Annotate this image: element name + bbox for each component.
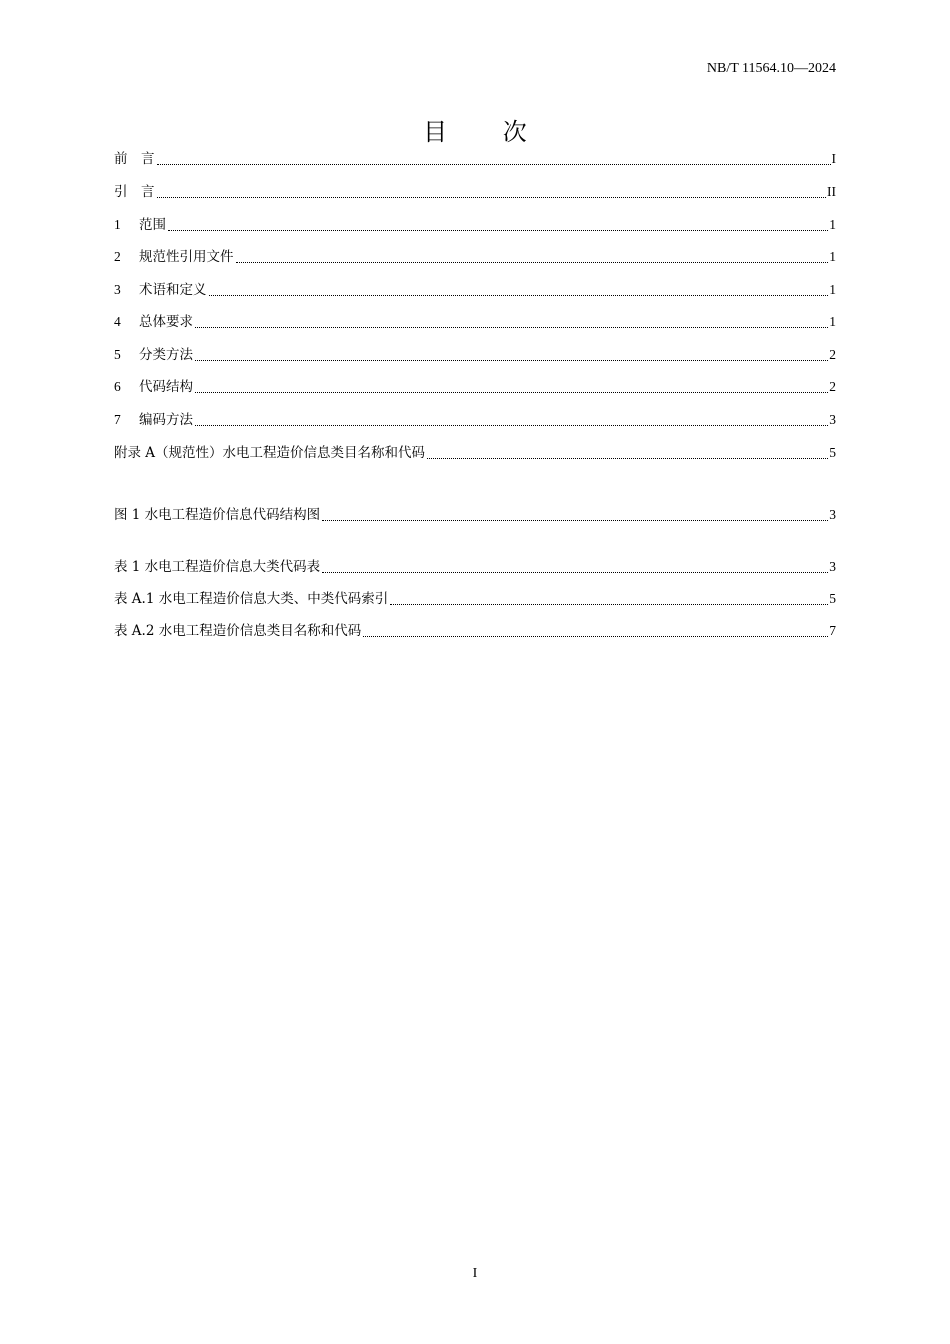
toc-entry-number: 3 <box>114 282 121 297</box>
toc-entry-section-6[interactable] <box>114 377 836 397</box>
toc-entry-label: 编码方法 <box>139 412 193 428</box>
toc-entry-section-3[interactable] <box>114 280 836 300</box>
toc-entry-page: 1 <box>829 282 836 297</box>
dot-leader <box>157 197 827 198</box>
toc-entry-section-1[interactable] <box>114 215 836 235</box>
toc-entry-introduction[interactable] <box>114 182 836 202</box>
toc-entry-table-1[interactable] <box>114 557 836 577</box>
toc-entry-page: I <box>831 151 836 166</box>
dot-leader <box>168 230 828 231</box>
toc-entry-foreword[interactable] <box>114 149 836 169</box>
toc-entry-page: II <box>827 184 836 199</box>
toc-title: 目 次 <box>423 118 551 146</box>
toc-entry-page: 2 <box>829 347 836 362</box>
toc-entry-number: 2 <box>114 249 121 264</box>
toc-entry-label: 表 A.1 水电工程造价信息大类、中类代码索引 <box>114 591 389 607</box>
toc-entry-section-7[interactable] <box>114 410 836 430</box>
toc-entry-label: 表 1 水电工程造价信息大类代码表 <box>114 559 321 575</box>
toc-entry-label: 代码结构 <box>139 379 193 395</box>
dot-leader <box>236 262 829 263</box>
dot-leader <box>195 425 828 426</box>
toc-entry-label: 规范性引用文件 <box>139 249 234 265</box>
toc-entry-label: 分类方法 <box>139 347 193 363</box>
toc-entry-label: 引 言 <box>114 184 155 200</box>
toc-entry-number: 5 <box>114 347 121 362</box>
toc-entry-page: 5 <box>829 445 836 460</box>
toc-entry-appendix-a[interactable] <box>114 443 836 463</box>
dot-leader <box>209 295 829 296</box>
toc-entry-label: 图 1 水电工程造价信息代码结构图 <box>114 507 321 523</box>
toc-entry-label: 前 言 <box>114 151 155 167</box>
toc-entry-label: 附录 A（规范性）水电工程造价信息类目名称和代码 <box>114 445 426 461</box>
toc-entry-label: 表 A.2 水电工程造价信息类目名称和代码 <box>114 623 362 639</box>
dot-leader <box>195 360 828 361</box>
dot-leader <box>157 164 831 165</box>
toc-entry-table-a1[interactable] <box>114 589 836 609</box>
toc-entry-number: 1 <box>114 217 121 232</box>
toc-entry-number: 4 <box>114 314 121 329</box>
toc-entry-page: 5 <box>829 591 836 606</box>
dot-leader <box>322 520 828 521</box>
document-code: NB/T 11564.10—2024 <box>706 61 836 76</box>
dot-leader <box>195 327 828 328</box>
toc-entry-page: 3 <box>829 559 836 574</box>
toc-entry-page: 3 <box>829 412 836 427</box>
toc-entry-figure-1[interactable] <box>114 505 836 525</box>
toc-entry-label: 范围 <box>139 217 166 233</box>
toc-entry-number: 7 <box>114 412 121 427</box>
toc-entry-page: 3 <box>829 507 836 522</box>
dot-leader <box>427 458 828 459</box>
toc-entry-section-4[interactable] <box>114 312 836 332</box>
toc-entry-page: 1 <box>829 217 836 232</box>
toc-entry-page: 1 <box>829 249 836 264</box>
toc-entry-page: 7 <box>829 623 836 638</box>
dot-leader <box>363 636 828 637</box>
page-number: I <box>472 1266 478 1281</box>
toc-entry-label: 术语和定义 <box>139 282 207 298</box>
toc-entry-page: 2 <box>829 379 836 394</box>
toc-entry-section-5[interactable] <box>114 345 836 365</box>
toc-entry-page: 1 <box>829 314 836 329</box>
dot-leader <box>195 392 828 393</box>
dot-leader <box>322 572 828 573</box>
toc-entry-section-2[interactable] <box>114 247 836 267</box>
toc-entry-number: 6 <box>114 379 121 394</box>
dot-leader <box>390 604 828 605</box>
toc-entry-label: 总体要求 <box>139 314 193 330</box>
toc-entry-table-a2[interactable] <box>114 621 836 641</box>
